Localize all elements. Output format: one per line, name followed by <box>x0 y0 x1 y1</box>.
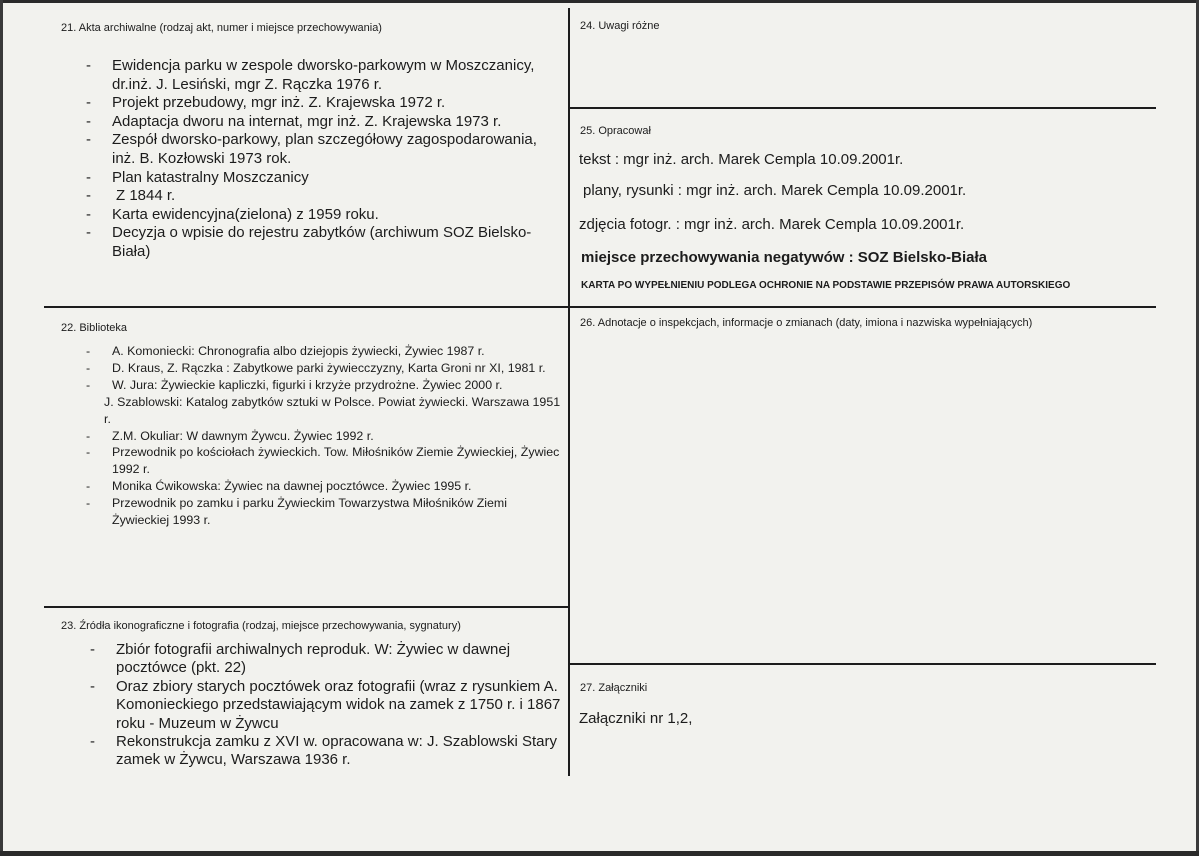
section-23-title: 23. Źródła ikonograficzne i fotografia (rodzaj, miejsce przechowywania, sygnatury) <box>61 620 461 632</box>
iconographic-sources-list <box>116 641 564 770</box>
list-item: - Z 1844 r. <box>112 187 562 206</box>
bibliography-list <box>104 343 564 529</box>
list-item: - D. Kraus, Z. Rączka : Zabytkowe parki żywiecczyzny, Karta Groni nr XI, 1981 r. <box>112 360 564 377</box>
divider-left-row-2 <box>44 606 569 608</box>
section-26-title: 26. Adnotacje o inspekcjach, informacje o zmianach (daty, imiona i nazwiska wypełniających) <box>580 317 1033 329</box>
list-item: J. Szablowski: Katalog zabytków sztuki w Polsce. Powiat żywiecki. Warszawa 1951 r. <box>104 394 561 426</box>
archival-records-list <box>112 57 562 262</box>
list-item: - A. Komoniecki: Chronografia albo dziejopis żywiecki, Żywiec 1987 r. <box>112 343 564 360</box>
section-22-title: 22. Biblioteka <box>61 322 128 334</box>
list-item: - Z.M. Okuliar: W dawnym Żywcu. Żywiec 1992 r. <box>112 428 564 445</box>
section-21-title: 21. Akta archiwalne (rodzaj akt, numer i miejsce przechowywania) <box>61 22 382 34</box>
list-item: - Przewodnik po kościołach żywieckich. Tow. Miłośników Ziemie Żywieckiej, Żywiec 1992 r. <box>112 444 564 478</box>
copyright-notice: KARTA PO WYPEŁNIENIU PODLEGA OCHRONIE NA PODSTAWIE PRZEPISÓW PRAWA AUTORSKIEGO <box>581 280 1071 291</box>
scan-edge-bottom <box>0 851 1199 856</box>
list-item: - Oraz zbiory starych pocztówek oraz fotografii (wraz z rysunkiem A. Komonieckiego przedstawiającym widok na zamek z 1750 r. i 1867 roku - Muzeum w Żywcu <box>116 678 564 733</box>
list-item: - Projekt przebudowy, mgr inż. Z. Krajewska 1972 r. <box>112 94 562 113</box>
list-item: - Rekonstrukcja zamku z XVI w. opracowana w: J. Szablowski Stary zamek w Żywcu, Warszawa 1936 r. <box>116 733 564 770</box>
section-27-title: 27. Załączniki <box>580 682 648 694</box>
list-item: - Adaptacja dworu na internat, mgr inż. Z. Krajewska 1973 r. <box>112 113 562 132</box>
divider-26-27 <box>569 663 1156 665</box>
author-photos-line: zdjęcia fotogr. : mgr inż. arch. Marek Cempla 10.09.2001r. <box>579 216 965 233</box>
list-item: - Decyzja o wpisie do rejestru zabytków (archiwum SOZ Bielsko-Biała) <box>112 224 562 261</box>
list-item: - W. Jura: Żywieckie kapliczki, figurki i krzyże przydrożne. Żywiec 2000 r. <box>112 377 564 394</box>
divider-row-1 <box>44 306 1156 308</box>
list-item: - Karta ewidencyjna(zielona) z 1959 roku. <box>112 206 562 225</box>
scan-edge-left <box>0 0 3 856</box>
section-25-title: 25. Opracował <box>580 125 651 137</box>
scan-edge-top <box>0 0 1199 3</box>
list-item: - Zespół dworsko-parkowy, plan szczegółowy zagospodarowania, inż. B. Kozłowski 1973 rok. <box>112 131 562 168</box>
list-item: - Przewodnik po zamku i parku Żywieckim Towarzystwa Miłośników Ziemi Żywieckiej 1993 r. <box>112 495 564 529</box>
list-item: - Plan katastralny Moszczanicy <box>112 169 562 188</box>
section-24-title: 24. Uwagi różne <box>580 20 660 32</box>
author-text-line: tekst : mgr inż. arch. Marek Cempla 10.09.2001r. <box>579 151 904 168</box>
attachments-value: Załączniki nr 1,2, <box>579 710 693 727</box>
negatives-storage: miejsce przechowywania negatywów : SOZ Bielsko-Biała <box>581 249 987 266</box>
list-item: - Monika Ćwikowska: Żywiec na dawnej pocztówce. Żywiec 1995 r. <box>112 478 564 495</box>
divider-24-25 <box>569 107 1156 109</box>
list-item: - Zbiór fotografii archiwalnych reproduk. W: Żywiec w dawnej pocztówce (pkt. 22) <box>116 641 564 678</box>
list-item: - Ewidencja parku w zespole dworsko-parkowym w Moszczanicy, dr.inż. J. Lesiński, mgr Z. Rączka 1976 r. <box>112 57 562 94</box>
author-drawings-line: plany, rysunki : mgr inż. arch. Marek Cempla 10.09.2001r. <box>583 182 967 199</box>
column-divider <box>568 8 570 776</box>
